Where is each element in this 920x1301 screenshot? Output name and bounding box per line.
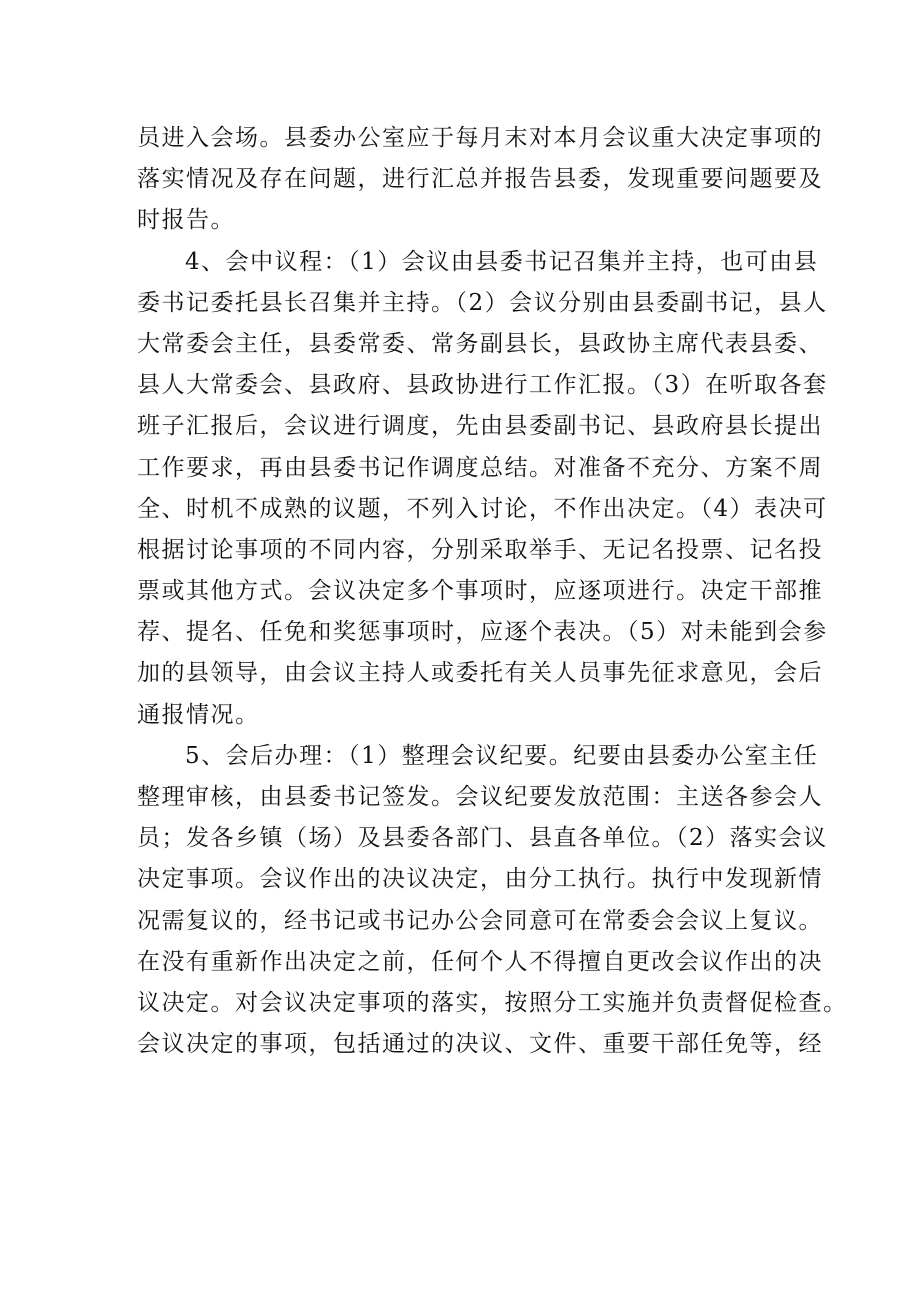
text-line: 员进入会场。县委办公室应于每月末对本月会议重大决定事项的 xyxy=(137,125,823,151)
text-line: 县人大常委会、县政府、县政协进行工作汇报。（3）在听取各套 xyxy=(137,372,828,399)
text-line: 委书记委托县长召集并主持。（2）会议分别由县委副书记，县人 xyxy=(137,289,828,316)
text-line: 会议决定的事项，包括通过的决议、文件、重要干部任免等，经 xyxy=(137,1031,823,1058)
text-line: 根据讨论事项的不同内容，分别采取举手、无记名投票、记名投 xyxy=(137,536,823,563)
text-line: 况需复议的，经书记或书记办公会同意可在常委会会议上复议。 xyxy=(137,907,823,934)
paragraph-start-line: 5、会后办理：（1）整理会议纪要。纪要由县委办公室主任 xyxy=(185,742,819,769)
body-text xyxy=(137,118,848,1065)
paragraph-start-line: 4、会中议程：（1）会议由县委书记召集并主持，也可由县 xyxy=(185,248,819,275)
text-line: 大常委会主任，县委常委、常务副县长，县政协主席代表县委、 xyxy=(137,330,823,357)
text-line: 班子汇报后，会议进行调度，先由县委副书记、县政府县长提出 xyxy=(137,413,823,440)
text-line: 议决定。对会议决定事项的落实，按照分工实施并负责督促检查。 xyxy=(137,989,848,1016)
text-line: 整理审核，由县委书记签发。会议纪要发放范围：主送各参会人 xyxy=(137,784,823,810)
text-line: 全、时机不成熟的议题，不列入讨论，不作出决定。（4）表决可 xyxy=(137,495,828,522)
text-line: 时报告。 xyxy=(137,207,235,234)
text-line: 加的县领导，由会议主持人或委托有关人员事先征求意见，会后 xyxy=(137,660,823,687)
text-line: 员；发各乡镇（场）及县委各部门、县直各单位。（2）落实会议 xyxy=(137,825,828,852)
text-line: 荐、提名、任免和奖惩事项时，应逐个表决。（5）对未能到会参 xyxy=(137,619,828,646)
text-line: 通报情况。 xyxy=(137,701,260,728)
text-line: 票或其他方式。会议决定多个事项时，应逐项进行。决定干部推 xyxy=(137,578,823,605)
text-line: 落实情况及存在问题，进行汇总并报告县委，发现重要问题要及 xyxy=(137,166,823,193)
text-line: 工作要求，再由县委书记作调度总结。对准备不充分、方案不周 xyxy=(137,454,823,481)
text-line: 在没有重新作出决定之前，任何个人不得擅自更改会议作出的决 xyxy=(137,948,823,975)
text-line: 决定事项。会议作出的决议决定，由分工执行。执行中发现新情 xyxy=(137,866,823,893)
